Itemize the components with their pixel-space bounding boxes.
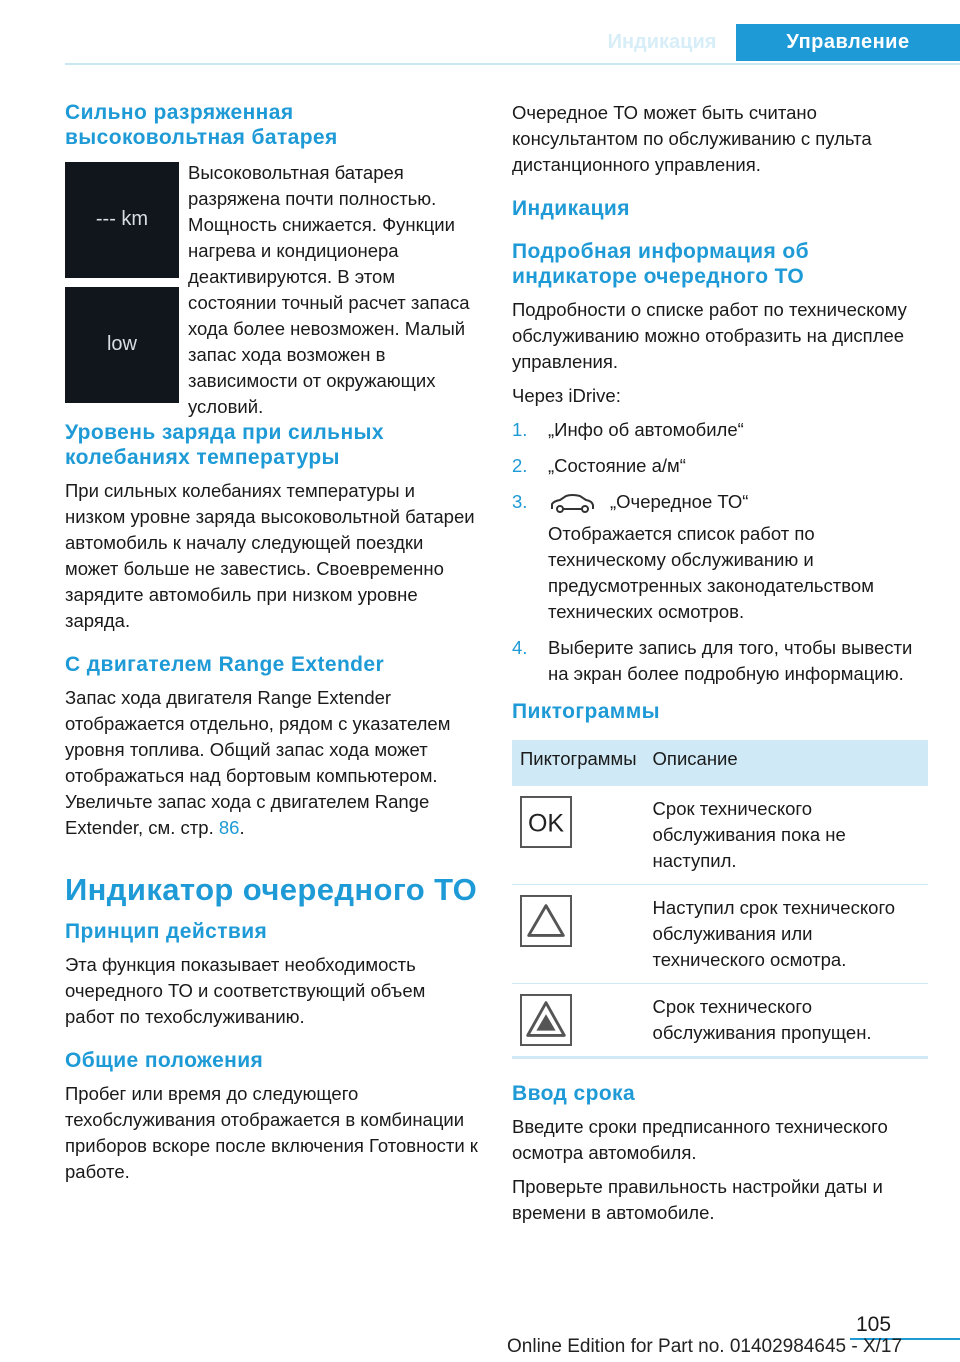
- page-number: 105: [856, 1313, 892, 1336]
- table-cell-description: Срок технического обслуживания пока не наступил.: [645, 786, 928, 885]
- heading-date-input: Ввод срока: [512, 1082, 636, 1105]
- warning-triangle-icon: [520, 895, 572, 947]
- heading-service-indicator: Индикатор очередного ТО: [65, 872, 478, 907]
- table-header-description: Описание: [645, 740, 928, 786]
- range-display-image: --- km: [65, 162, 179, 278]
- table-header-pictograms: Пиктограммы: [512, 740, 645, 786]
- battery-paragraph: Высоковольтная батарея разряжена почти полностью. Мощность снижается. Функции нагрева и кондиционера деактивируются. В этом состоянии точный расчет запаса хода более невозможен. Малый запас хода возможен в зависимости от окружающих условий.: [188, 162, 470, 417]
- detail-paragraph: Подробности о списке работ по техническому обслуживанию можно отобразить на дисплее управления.: [512, 299, 907, 372]
- heading-pictograms: Пиктограммы: [512, 700, 661, 723]
- step-item: 2. „Состояние а/м“: [512, 455, 686, 476]
- table-row: [512, 984, 928, 1058]
- table-row: [512, 885, 928, 984]
- step-item: 3. „Очередное ТО“ Отображается список работ по техническому обслуживанию и предусмотренных законодательством технических осмотров.: [512, 491, 874, 622]
- general-paragraph: Пробег или время до следующего техобслуживания отображается в комбинации приборов вскоре после включения Готовности к работе.: [65, 1083, 478, 1182]
- consultant-paragraph: Очередное ТО может быть считано консультантом по обслуживанию с пульта дистанционного управления.: [512, 102, 872, 175]
- ok-icon: [520, 796, 572, 848]
- left-column: [65, 100, 478, 1193]
- heading-principle: Принцип действия: [65, 920, 268, 943]
- step-item: 1. „Инфо об автомобиле“: [512, 419, 744, 440]
- input-paragraph: Введите сроки предписанного технического осмотра автомобиля.: [512, 1116, 888, 1163]
- check-paragraph: Проверьте правильность настройки даты и времени в автомобиле.: [512, 1176, 883, 1223]
- principle-paragraph: Эта функция показывает необходимость очередного ТО и соответствующий объем работ по техобслуживанию.: [65, 954, 426, 1027]
- heading-general: Общие положения: [65, 1049, 264, 1072]
- header-tab-indication[interactable]: Индикация: [607, 31, 717, 53]
- heading-range-extender: С двигателем Range Extender: [65, 653, 385, 676]
- header-divider: [65, 63, 960, 65]
- header-tab-control[interactable]: Управление: [736, 24, 960, 61]
- table-row: [512, 786, 928, 885]
- low-display-image: low: [65, 287, 179, 403]
- overdue-triangle-icon: [520, 994, 572, 1046]
- heading-detail: Подробная информация об индикаторе очередного ТО: [512, 240, 809, 288]
- heading-temperature: Уровень заряда при сильных колебаниях температуры: [65, 421, 384, 469]
- svg-text:OK: OK: [527, 809, 565, 838]
- heading-indication: Индикация: [512, 197, 630, 220]
- battery-block: [65, 160, 478, 417]
- table-cell-description: Наступил срок технического обслуживания или технического осмотра.: [645, 885, 928, 984]
- pictogram-table: [512, 740, 928, 1059]
- right-column: [512, 100, 930, 1234]
- range-extender-paragraph: Запас хода двигателя Range Extender отображается отдельно, рядом с указателем уровня топлива. Общий запас хода может отображаться над бортовым компьютером. Увеличьте запас хода с двигателем Range Extender, см. стр. 86.: [65, 687, 451, 838]
- step-item: 4. Выберите запись для того, чтобы вывести на экран более подробную информацию.: [512, 637, 913, 684]
- edition-label: Online Edition for Part no. 01402984645 - X/17: [507, 1336, 903, 1357]
- steps-list: [512, 417, 930, 687]
- temperature-paragraph: При сильных колебаниях температуры и низком уровне заряда высоковольтной батареи автомобиль к началу следующей поездки может больше не завестись. Своевременно зарядите автомобиль при низком уровне заряда.: [65, 480, 475, 631]
- page-link[interactable]: 86: [218, 817, 240, 838]
- heading-battery: Сильно разряженная высоковольтная батарея: [65, 101, 338, 149]
- idrive-paragraph: Через iDrive:: [512, 385, 621, 406]
- table-cell-description: Срок технического обслуживания пропущен.: [645, 984, 928, 1058]
- car-service-icon: [548, 492, 596, 514]
